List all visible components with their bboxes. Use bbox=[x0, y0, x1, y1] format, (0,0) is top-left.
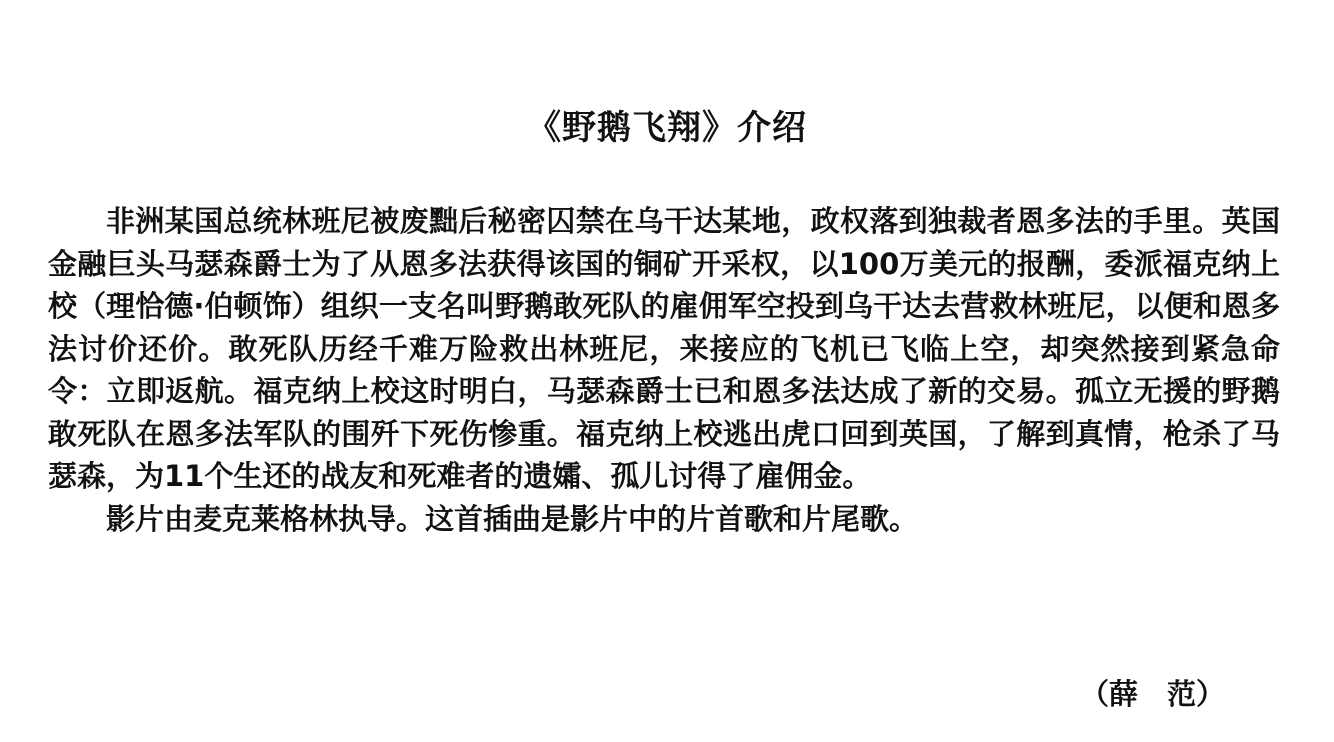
document-title: 《野鹅飞翔》介绍 bbox=[527, 108, 807, 148]
paragraph-director: 影片由麦克莱格林执导。这首插曲是影片中的片首歌和片尾歌。 bbox=[106, 501, 919, 536]
author-signature: （薛 范） bbox=[1080, 677, 1226, 711]
document-body bbox=[48, 200, 1280, 540]
paragraph-synopsis: 非洲某国总统林班尼被废黜后秘密囚禁在乌干达某地，政权落到独裁者恩多法的手里。英国金融巨头马瑟森爵士为了从恩多法获得该国的铜矿开采权，以100万美元的报酬，委派福克纳上校（理恰德·伯顿饰）组织一支名叫野鹅敢死队的雇佣军空投到乌干达去营救林班尼，以便和恩多法讨价还价。敢死队历经千难万险救出林班尼，来接应的飞机已飞临上空，却突然接到紧急命令：立即返航。福克纳上校这时明白，马瑟森爵士已和恩多法达成了新的交易。孤立无援的野鹅敢死队在恩多法军队的围歼下死伤惨重。福克纳上校逃出虎口回到英国，了解到真情，枪杀了马瑟森，为11个生还的战友和死难者的遗孀、孤儿讨得了雇佣金。 bbox=[48, 204, 1280, 493]
